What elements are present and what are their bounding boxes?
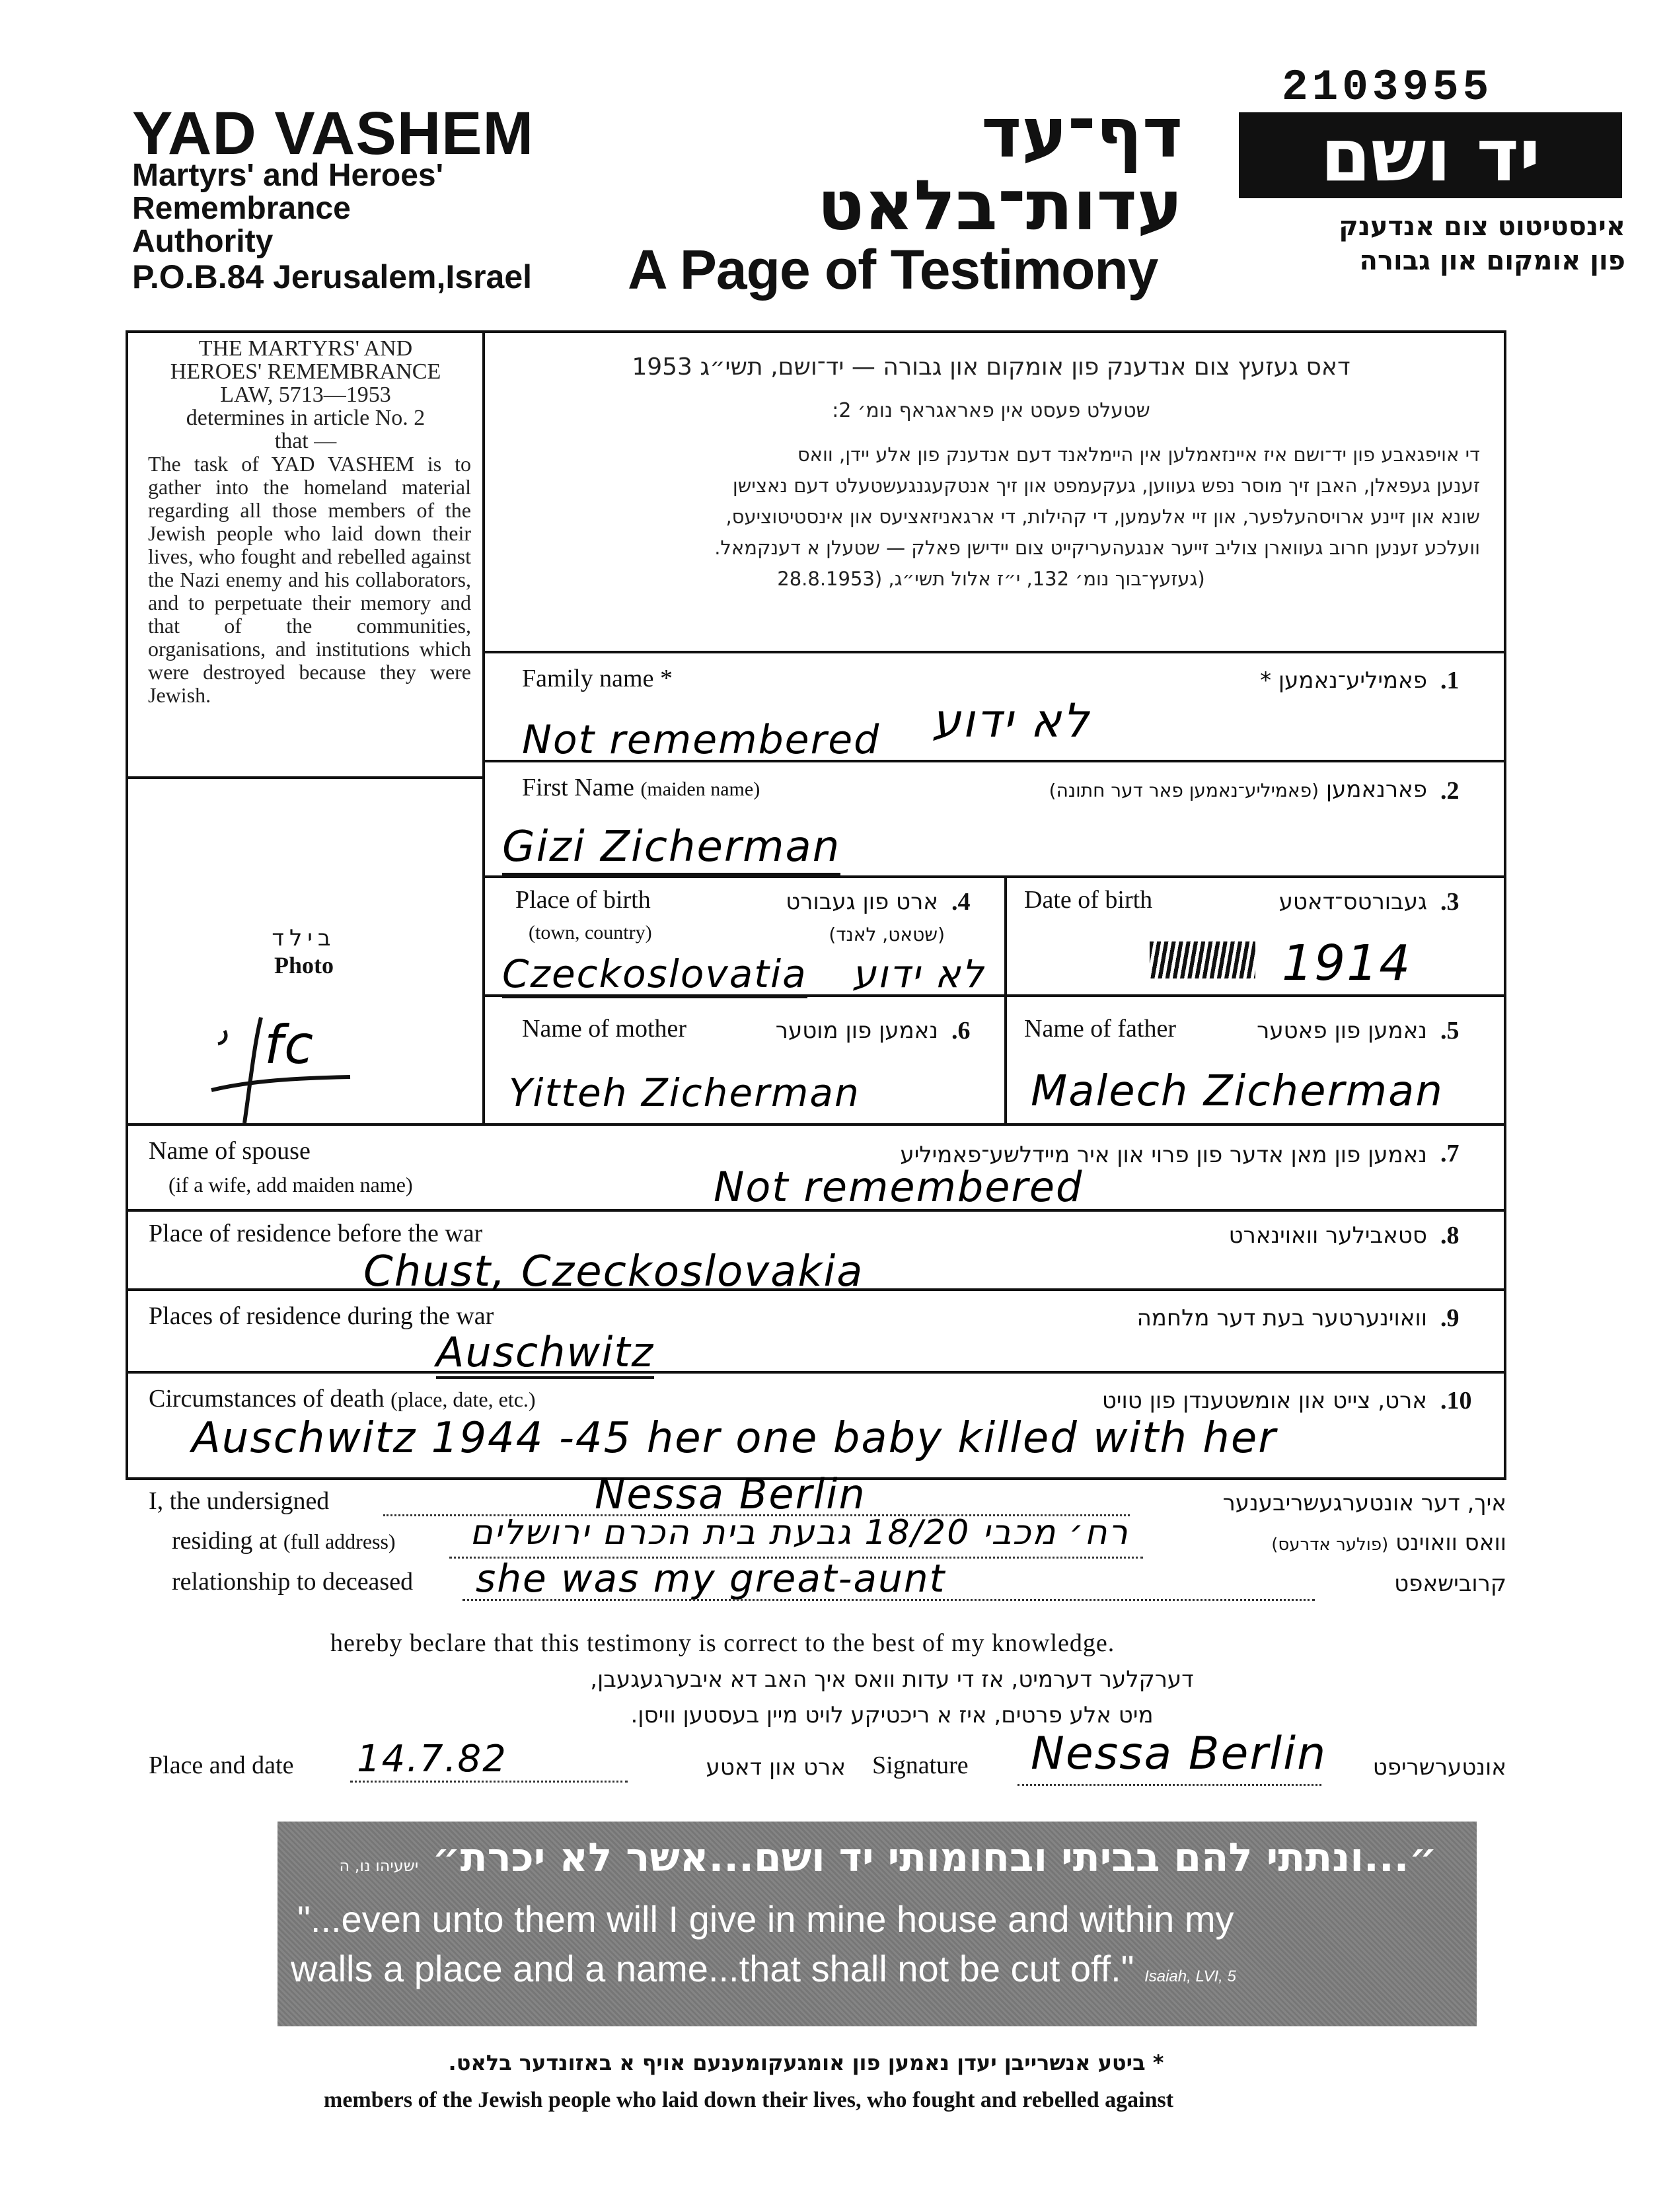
spouse-label-yiddish: נאמען פון מאן אדער פון פרוי און איר מיידלשע־פאמיליע <box>900 1142 1427 1168</box>
residence-before-number: .8 <box>1440 1222 1460 1249</box>
residing-label-yiddish-main: וואס וואוינט <box>1395 1530 1506 1556</box>
residence-during-value[interactable]: Auschwitz <box>436 1328 654 1379</box>
place-of-birth-label-yiddish: ארט פון געבורט <box>786 889 938 915</box>
circumstances-value[interactable]: Auschwitz 1944 -45 her one baby killed with her <box>192 1414 1277 1463</box>
law-line-1: determines in article No. 2 <box>186 406 426 430</box>
signature-label: Signature <box>872 1751 969 1779</box>
father-name-label: Name of father <box>1024 1015 1176 1043</box>
photo-label-yiddish: בילד <box>272 925 336 951</box>
banner-hebrew-text: ״...ונתתי להם בביתי ובחומותי יד ושם...אשר לא יכרת״ <box>432 1835 1437 1881</box>
family-name-label-yiddish: פאמיליע־נאמען * <box>1260 667 1427 694</box>
first-name-label-yiddish <box>965 776 1427 803</box>
mother-name-value[interactable]: Yitteh Zicherman <box>509 1070 860 1115</box>
law-box <box>132 337 479 707</box>
circumstances-label <box>149 1384 536 1413</box>
title-yiddish-1: דף־עד <box>981 92 1183 173</box>
date-of-birth-number: .3 <box>1440 888 1460 916</box>
first-name-label-yiddish-small: (פאמיליע־נאמען פאר דער חתונה) <box>1049 780 1319 801</box>
residence-during-label-yiddish: וואוינערטער בעת דער מלחמה <box>1136 1305 1427 1331</box>
relationship-label-yiddish: קרובישאפט <box>1394 1570 1506 1597</box>
circumstances-label-small: (place, date, etc.) <box>390 1387 536 1411</box>
date-of-birth-label-yiddish: געבורטס־דאטע <box>1278 889 1427 915</box>
place-of-birth-label-small: (town, country) <box>529 922 652 943</box>
title-yiddish-2: עדות־בלאט <box>817 165 1183 246</box>
place-date-label: Place and date <box>149 1751 294 1779</box>
page-title: A Page of Testimony <box>628 239 1158 301</box>
org-address: P.O.B.84 Jerusalem,Israel <box>132 258 533 295</box>
logo-subtitle-2: פון אומקום און גבורה <box>1359 246 1625 276</box>
mother-name-label-yiddish: נאמען פון מוטער <box>775 1017 938 1044</box>
place-date-label-yiddish: ארט און דאטע <box>706 1754 846 1781</box>
banner-english-1: "...even unto them will I give in mine house and within my <box>297 1898 1234 1940</box>
family-name-label: Family name * <box>522 665 673 692</box>
first-name-label <box>522 773 760 802</box>
date-of-birth-scribble <box>1150 941 1255 978</box>
father-name-label-yiddish: נאמען פון פאטער <box>1257 1017 1427 1044</box>
mother-name-number: .6 <box>951 1017 971 1045</box>
undersigned-label-yiddish: איך, דער אונטערגעשריבענער <box>1222 1490 1506 1516</box>
yiddish-law-line-1: דאס געזעץ צום אנדענק פון אומקום און גבורה — יד־ושם, תשי״ג 1953 <box>632 353 1350 381</box>
undersigned-label: I, the undersigned <box>149 1487 330 1515</box>
spouse-label: Name of spouse <box>149 1137 311 1165</box>
residence-during-number: .9 <box>1440 1304 1460 1332</box>
residence-before-value[interactable]: Chust, Czeckoslovakia <box>363 1247 864 1296</box>
spouse-number: .7 <box>1440 1140 1460 1167</box>
law-title-2: HEROES' REMEMBRANCE <box>170 359 441 384</box>
family-name-value-hebrew[interactable]: לא ידוע <box>932 694 1090 748</box>
residence-before-label: Place of residence before the war <box>149 1220 483 1247</box>
place-of-birth-number: .4 <box>951 888 971 916</box>
declaration-yiddish-2: מיט אלע פרטים, איז א ריכטיקע לויט מיין בעסטען וויסן. <box>630 1702 1154 1728</box>
footnote-yiddish: * ביטע אנשרייבן יעדן נאמען פון אומגעקומענעם אויף א באזונדער בלאט. <box>448 2050 1164 2075</box>
law-line-2: that — <box>274 429 337 453</box>
spouse-label-small: (if a wife, add maiden name) <box>168 1173 413 1197</box>
first-name-label-small: (maiden name) <box>640 778 760 800</box>
footnote-english: members of the Jewish people who laid down their lives, who fought and rebelled against <box>324 2088 1174 2112</box>
spouse-value[interactable]: Not remembered <box>714 1163 1084 1211</box>
place-of-birth-label-yiddish-small: (שטאט, לאנד) <box>829 924 945 945</box>
residing-label-yiddish <box>1176 1530 1506 1556</box>
photo-label: Photo <box>274 952 334 978</box>
father-name-number: .5 <box>1440 1017 1460 1045</box>
yiddish-law-line-2: שטעלט פעסט אין פאראגראף נומ׳ 2: <box>832 399 1150 422</box>
family-name-number: .1 <box>1440 667 1460 694</box>
residing-label <box>172 1526 396 1555</box>
father-name-value[interactable]: Malech Zicherman <box>1031 1067 1444 1116</box>
law-title-1: THE MARTYRS' AND <box>198 336 413 361</box>
declaration-english: hereby beclare that this testimony is correct to the best of my knowledge. <box>330 1629 1115 1657</box>
first-name-label-yiddish-main: פארנאמען <box>1325 776 1427 803</box>
yiddish-law-line-6: וועלכע זענען חרוב געווארן צוליב זייער אנגעהעריקייט צום יידישן פאלק — שטעלן א דענקמאל. <box>714 536 1480 559</box>
banner-hebrew-reference: ישעיהו נו, ה <box>339 1857 419 1875</box>
place-of-birth-label: Place of birth <box>515 886 651 914</box>
date-of-birth-value[interactable]: 1914 <box>1282 935 1412 992</box>
banner-hebrew <box>339 1835 1437 1881</box>
residence-during-label: Places of residence during the war <box>149 1302 494 1330</box>
residence-before-label-yiddish: סטאבילער וואוינארט <box>1228 1222 1427 1249</box>
first-name-label-main: First Name <box>522 774 634 801</box>
circumstances-label-yiddish: ארט, צייט און אומשטענדן פון טויט <box>1101 1387 1427 1414</box>
yiddish-law-line-4: זענען געפאלן, האבן זיך מוסר נפש געווען, געקעמפט און זיך אנטקעגנגעשטעלט דעם נאצישן <box>732 474 1480 497</box>
signature-value[interactable]: Nessa Berlin <box>1031 1728 1327 1780</box>
relationship-label: relationship to deceased <box>172 1568 414 1596</box>
place-date-dotted-line <box>350 1781 628 1783</box>
banner-english-2-text: walls a place and a name...that shall not be cut off." <box>291 1948 1134 1989</box>
signature-label-yiddish: אונטערשריפט <box>1372 1754 1506 1781</box>
yiddish-law-line-5: שונא און זיינע ארויסהעלפער, און זיי אלעמען, די קהילות, די ארגאניזאציעס און אינסטיטוציעס, <box>725 505 1480 528</box>
photo-mark-text: fc <box>264 1014 315 1076</box>
first-name-value[interactable]: Gizi Zicherman <box>502 823 840 875</box>
logo-subtitle-1: אינסטיטוט צום אנדענק <box>1339 211 1625 242</box>
residing-value[interactable]: רח׳ מכבי 18/20 גבעת בית הכרם ירושלים <box>470 1513 1129 1553</box>
place-of-birth-value-hebrew[interactable]: לא ידוע <box>852 951 985 996</box>
yiddish-law-line-3: די אויפגאבע פון יד־ושם איז איינזאמלען אין היימלאנד דעם אנדענק פון אלע יידן, וואס <box>797 443 1480 466</box>
mother-name-label: Name of mother <box>522 1015 687 1043</box>
circumstances-label-main: Circumstances of death <box>149 1385 385 1413</box>
undersigned-value[interactable]: Nessa Berlin <box>595 1470 866 1518</box>
law-body: The task of YAD VASHEM is to gather into the homeland material regarding all those members of the Jewish people who laid down their lives, who fought and rebelled against the Nazi enemy and his collaborators, and to perpetuate their memory and that of the communities, organisations, and institutions which were destroyed because they were Jewish. <box>148 452 471 707</box>
declaration-yiddish-1: דערקלער דערמיט, אז די עדות וואס איך האב דא איבערגעגעבן, <box>590 1666 1194 1693</box>
yiddish-law-text <box>502 353 1480 595</box>
law-title-3: LAW, 5713—1953 <box>220 383 391 407</box>
relationship-value[interactable]: she was my great-aunt <box>476 1556 946 1601</box>
residing-label-yiddish-small: (פולער אדרעס) <box>1271 1535 1389 1555</box>
yiddish-law-line-7: (געזעץ־בוך נומ׳ 132, י״ז אלול תשי״ג, (28.8.1953 <box>777 568 1205 590</box>
family-name-value[interactable]: Not remembered <box>522 717 881 763</box>
banner-english-reference: Isaiah, LVI, 5 <box>1144 1968 1236 1985</box>
document-number: 2103955 <box>1282 63 1493 112</box>
relationship-dotted-line <box>462 1599 1315 1601</box>
circumstances-number: .10 <box>1440 1387 1472 1415</box>
logo-text: יד ושם <box>1320 113 1541 198</box>
quote-banner <box>278 1822 1477 2026</box>
first-name-number: .2 <box>1440 777 1460 805</box>
banner-english-2 <box>291 1947 1236 1990</box>
residing-label-main: residing at <box>172 1527 278 1555</box>
org-subtitle-2: Remembrance <box>132 191 351 226</box>
place-date-value[interactable]: 14.7.82 <box>357 1738 507 1781</box>
org-subtitle-1: Martyrs' and Heroes' <box>132 158 443 193</box>
yad-vashem-logo <box>1239 112 1622 198</box>
org-name: YAD VASHEM <box>132 100 535 167</box>
org-subtitle-3: Authority <box>132 224 274 259</box>
signature-dotted-line <box>1018 1784 1321 1786</box>
place-of-birth-value[interactable]: Czeckoslovatia <box>502 951 807 998</box>
date-of-birth-label: Date of birth <box>1024 886 1153 914</box>
residing-label-small: (full address) <box>283 1530 396 1553</box>
